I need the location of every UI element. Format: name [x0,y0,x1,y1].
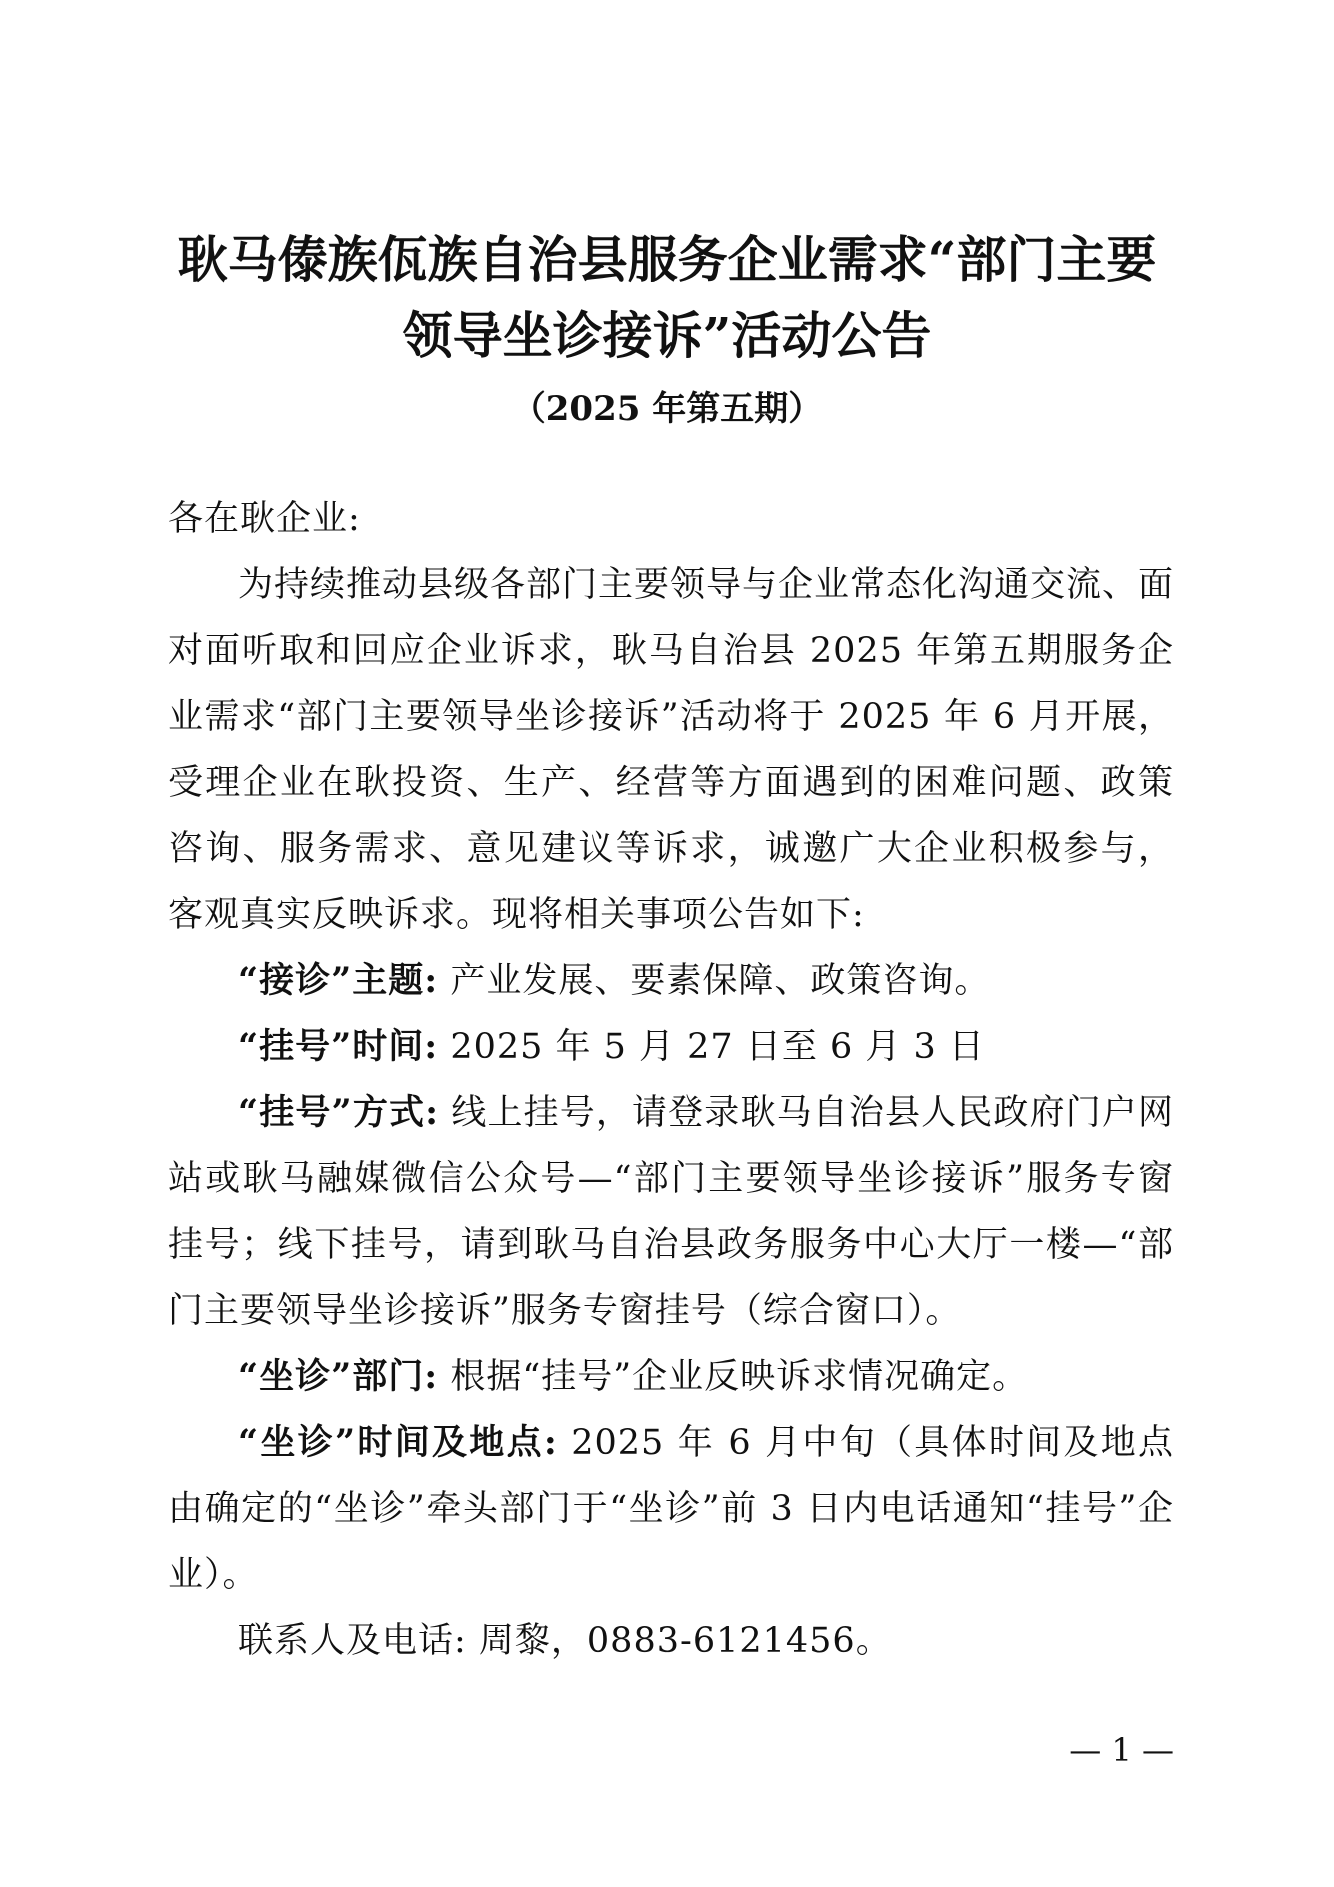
item-registration-method-text: 线上挂号，请登录耿马自治县人民政府门户网站或耿马融媒微信公众号—“部门主要领导坐诊接诉”服务专窗挂号；线下挂号，请到耿马自治县政务服务中心大厅一楼—“部门主要领导坐诊接诉”服务专窗挂号（综合窗口）。 [168,1093,1174,1331]
item-theme [168,948,1174,1014]
document-title [140,222,1194,374]
item-registration-method [168,1080,1174,1344]
item-theme-text: 产业发展、要素保障、政策咨询。 [438,961,991,1001]
item-registration-time [168,1014,1174,1080]
item-time-location-label: “坐诊”时间及地点: [238,1422,558,1463]
item-registration-time-text: 2025 年 5 月 27 日至 6 月 3 日 [438,1027,985,1067]
item-department [168,1344,1174,1410]
title-line-1: 耿马傣族佤族自治县服务企业需求“部门主要 [177,230,1157,289]
issue-number: （2025 年第五期） [511,389,823,429]
contact-line: 联系人及电话: 周黎，0883-6121456。 [238,1621,892,1661]
intro-paragraph: 为持续推动县级各部门主要领导与企业常态化沟通交流、面对面听取和回应企业诉求，耿马自治县 2025 年第五期服务企业需求“部门主要领导坐诊接诉”活动将于 2025 年 6 月开展，受理企业在耿投资、生产、经营等方面遇到的困难问题、政策咨询、服务需求、意见建议等诉求，诚邀广大企业积极参与，客观真实反映诉求。现将相关事项公告如下: [168,565,1175,935]
item-time-location [168,1410,1174,1608]
title-line-2: 领导坐诊接诉”活动公告 [402,306,932,365]
item-theme-label: “接诊”主题: [238,960,439,1001]
item-registration-method-label: “挂号”方式: [238,1092,440,1133]
page-number: — 1 — [1069,1731,1174,1769]
item-department-label: “坐诊”部门: [238,1356,439,1397]
item-registration-time-label: “挂号”时间: [238,1026,439,1067]
salutation: 各在耿企业: [168,499,361,539]
item-department-text: 根据“挂号”企业反映诉求情况确定。 [438,1357,1029,1397]
item-time-location-text: 2025 年 6 月中旬（具体时间及地点由确定的“坐诊”牵头部门于“坐诊”前 3 日内电话通知“挂号”企业）。 [168,1423,1175,1595]
document-body [168,486,1174,1674]
